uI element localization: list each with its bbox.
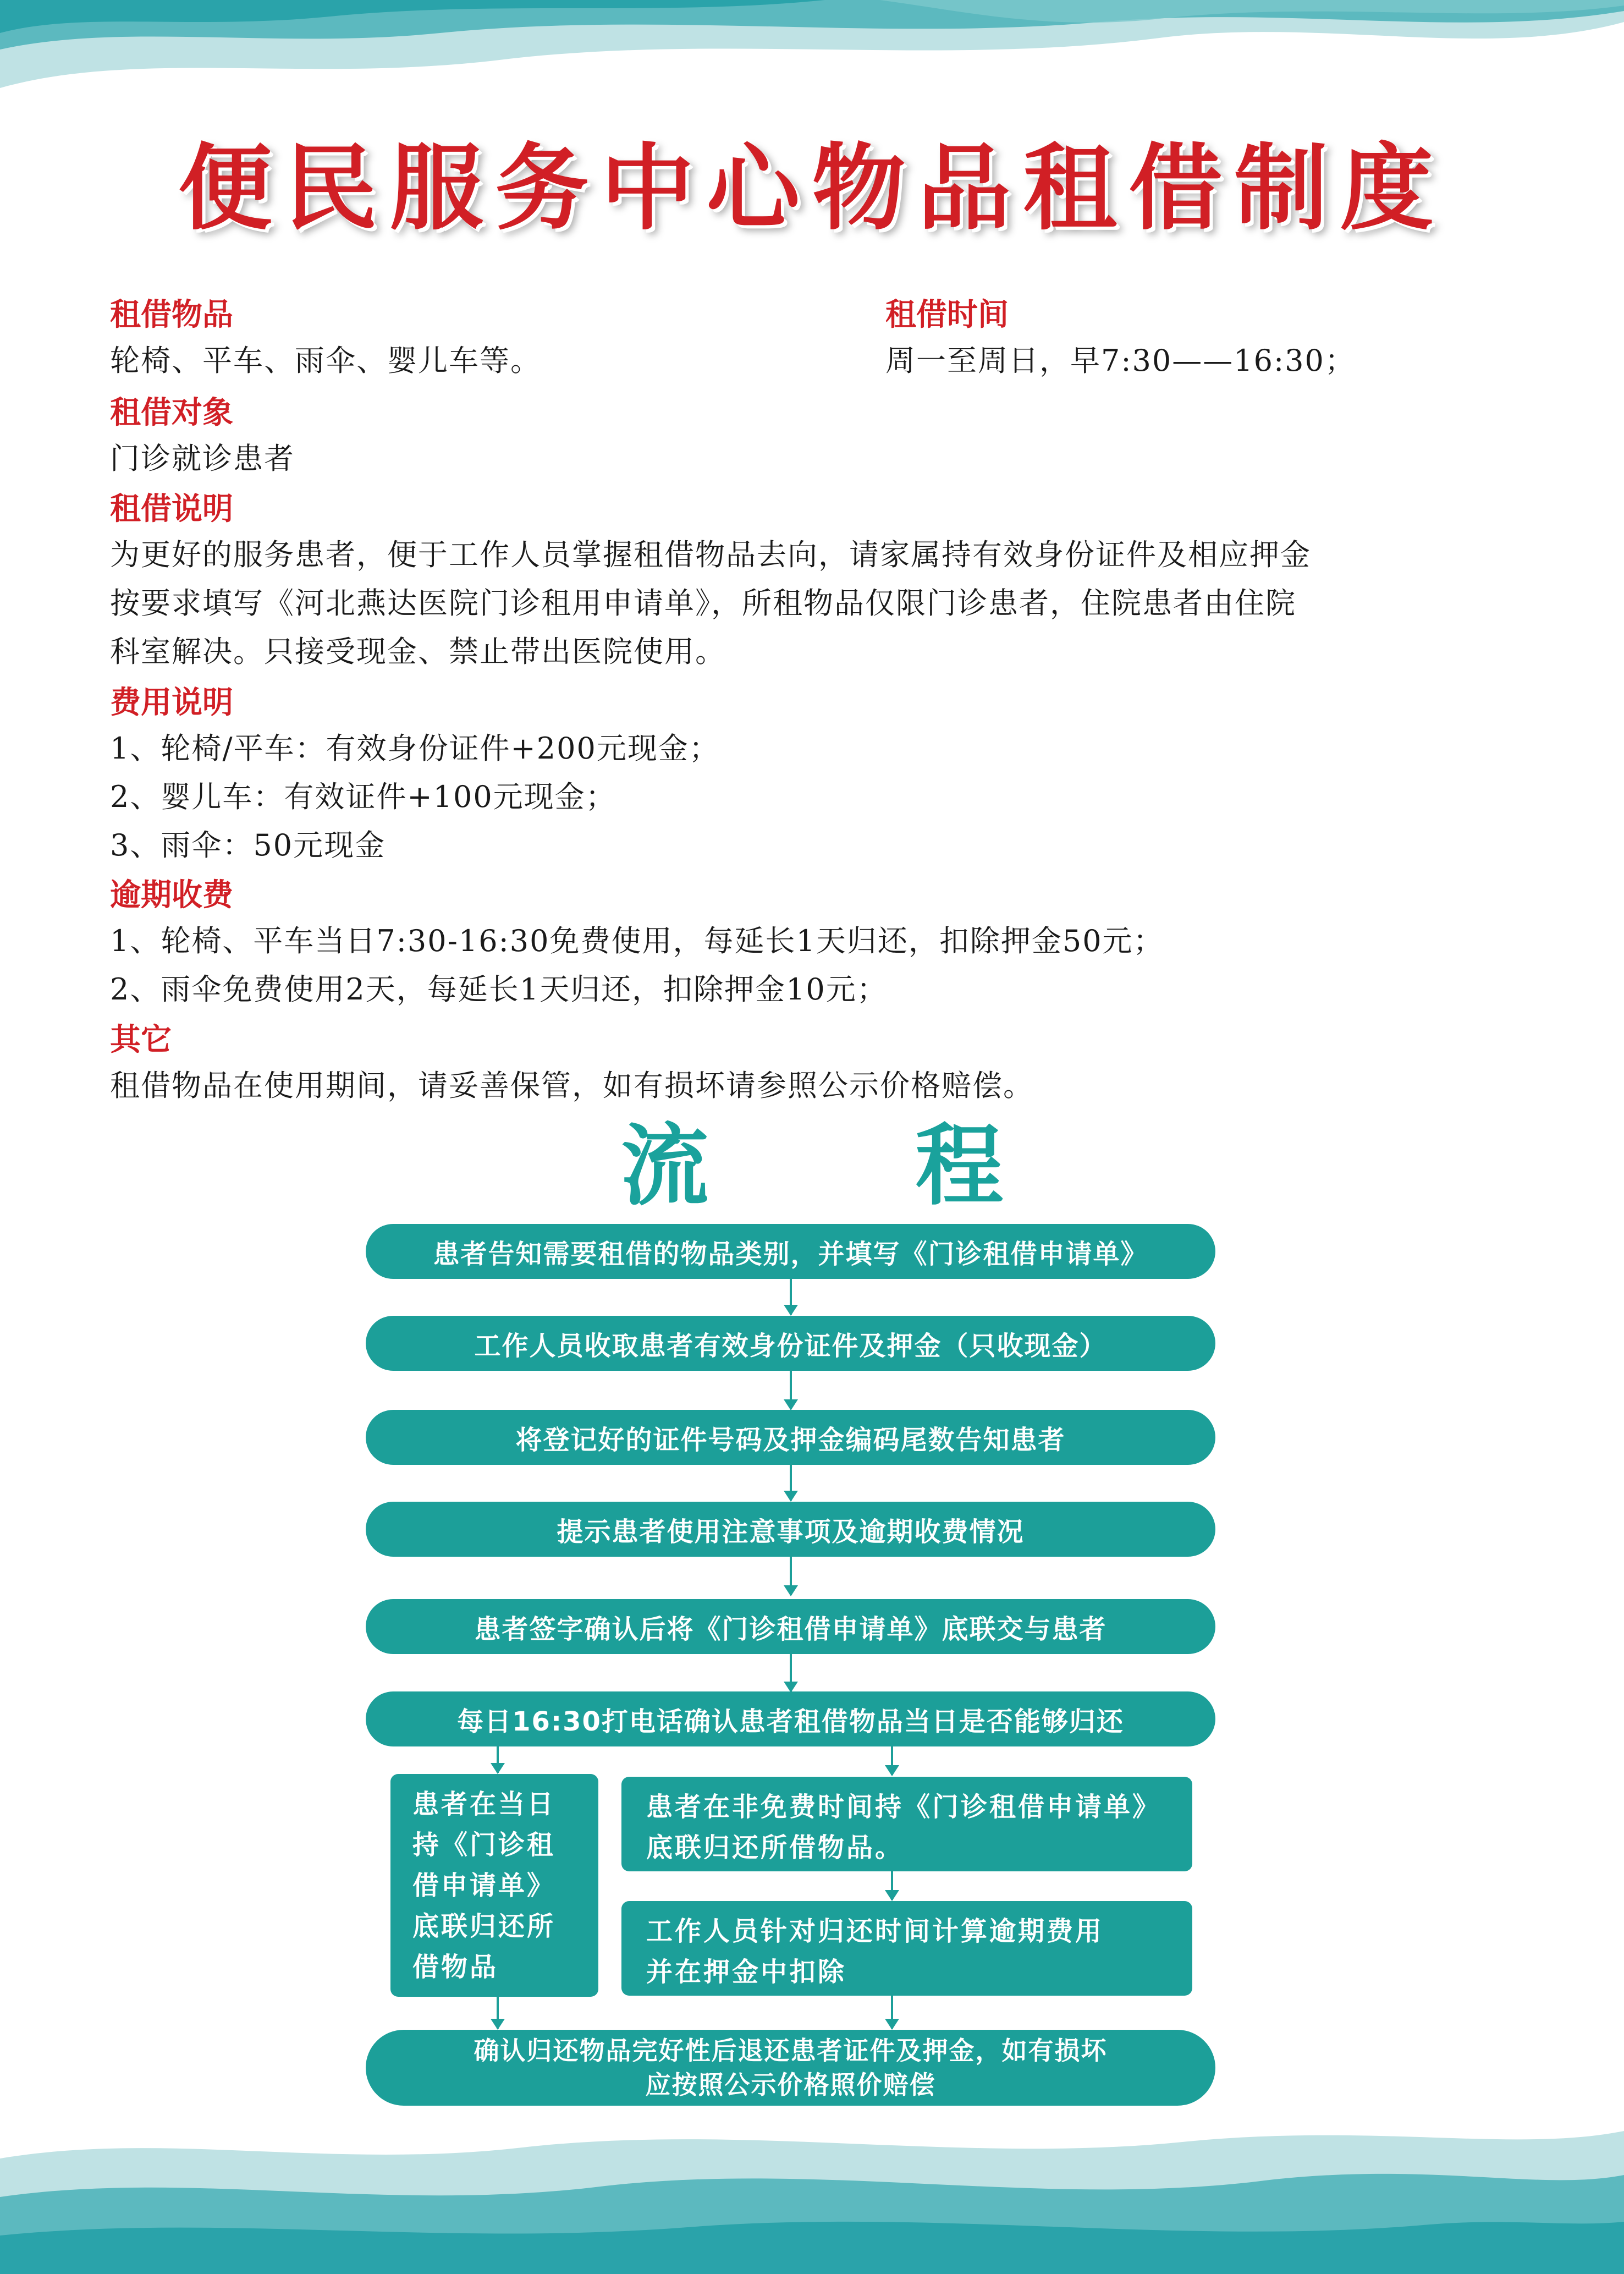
flow-right-branch-box-1 <box>621 1777 1192 1871</box>
right-branch-1-line: 患者在非免费时间持《门诊租借申请单》 <box>646 1792 1161 1822</box>
final-line: 确认归还物品完好性后退还患者证件及押金，如有损坏 <box>474 2036 1108 2066</box>
section-text-target: 门诊就诊患者 <box>110 441 295 476</box>
flow-step-6: 每日16:30打电话确认患者租借物品当日是否能够归还 <box>366 1691 1215 1746</box>
fees-line: 1、轮椅/平车：有效身份证件+200元现金； <box>110 731 720 766</box>
left-branch-line: 持《门诊租 <box>412 1830 556 1860</box>
notes-line: 科室解决。只接受现金、禁止带出医院使用。 <box>110 634 726 669</box>
flow-left-branch-box <box>390 1774 598 1997</box>
fees-line: 3、雨伞：50元现金 <box>110 828 386 863</box>
right-branch-2-line: 工作人员针对归还时间计算逾期费用 <box>646 1916 1104 1947</box>
left-branch-line: 患者在当日 <box>412 1789 556 1820</box>
section-text-time: 周一至周日，早7:30——16:30； <box>885 343 1356 378</box>
flow-arrow <box>891 1871 893 1900</box>
bottom-wave-decoration <box>0 2109 1624 2274</box>
section-heading-time: 租借时间 <box>885 297 1009 333</box>
overdue-line: 1、轮椅、平车当日7:30-16:30免费使用，每延长1天归还，扣除押金50元； <box>110 924 1164 958</box>
section-heading-target: 租借对象 <box>110 395 233 431</box>
notes-line: 按要求填写《河北燕达医院门诊租用申请单》，所租物品仅限门诊患者，住院患者由住院 <box>110 586 1296 620</box>
section-text-other: 租借物品在使用期间，请妥善保管，如有损坏请参照公示价格赔偿。 <box>110 1068 1034 1103</box>
flow-right-branch-box-2 <box>621 1901 1192 1996</box>
flow-arrow <box>790 1557 792 1595</box>
flow-arrow <box>790 1465 792 1501</box>
flow-arrow <box>891 1996 893 2029</box>
left-branch-line: 底联归还所 <box>412 1911 556 1942</box>
overdue-line: 2、雨伞免费使用2天，每延长1天归还，扣除押金10元； <box>110 972 888 1007</box>
flow-step-3: 将登记好的证件号码及押金编码尾数告知患者 <box>366 1410 1215 1465</box>
right-branch-2-line: 并在押金中扣除 <box>646 1957 847 1987</box>
notes-line: 为更好的服务患者，便于工作人员掌握租借物品去向，请家属持有效身份证件及相应押金 <box>110 537 1311 572</box>
section-heading-items: 租借物品 <box>110 297 233 333</box>
section-heading-fees: 费用说明 <box>110 685 233 721</box>
flow-step-1: 患者告知需要租借的物品类别，并填写《门诊租借申请单》 <box>366 1224 1215 1279</box>
section-heading-other: 其它 <box>110 1022 172 1058</box>
flow-arrow <box>790 1279 792 1315</box>
page-title: 便民服务中心物品租借制度 <box>178 134 1446 243</box>
flow-arrow <box>790 1371 792 1409</box>
left-branch-line: 借申请单》 <box>412 1870 556 1901</box>
flow-step-5: 患者签字确认后将《门诊租借申请单》底联交与患者 <box>366 1599 1215 1654</box>
flow-step-4: 提示患者使用注意事项及逾期收费情况 <box>366 1502 1215 1557</box>
flow-arrow <box>790 1654 792 1691</box>
flow-arrow-right-branch <box>891 1746 893 1775</box>
flow-step-2: 工作人员收取患者有效身份证件及押金（只收现金） <box>366 1316 1215 1371</box>
section-heading-notes: 租借说明 <box>110 491 233 527</box>
left-branch-line: 借物品 <box>412 1952 499 1982</box>
fees-line: 2、婴儿车：有效证件+100元现金； <box>110 779 616 814</box>
right-branch-1-line: 底联归还所借物品。 <box>646 1832 904 1863</box>
top-wave-decoration <box>0 0 1624 143</box>
final-line: 应按照公示价格照价赔偿 <box>645 2070 936 2100</box>
flow-final-step <box>366 2030 1215 2106</box>
flow-arrow-left-branch <box>497 1746 499 1773</box>
flow-arrow <box>497 1997 499 2029</box>
section-heading-overdue: 逾期收费 <box>110 877 233 913</box>
section-text-items: 轮椅、平车、雨伞、婴儿车等。 <box>110 343 541 378</box>
flow-title: 流 程 <box>620 1114 1092 1217</box>
